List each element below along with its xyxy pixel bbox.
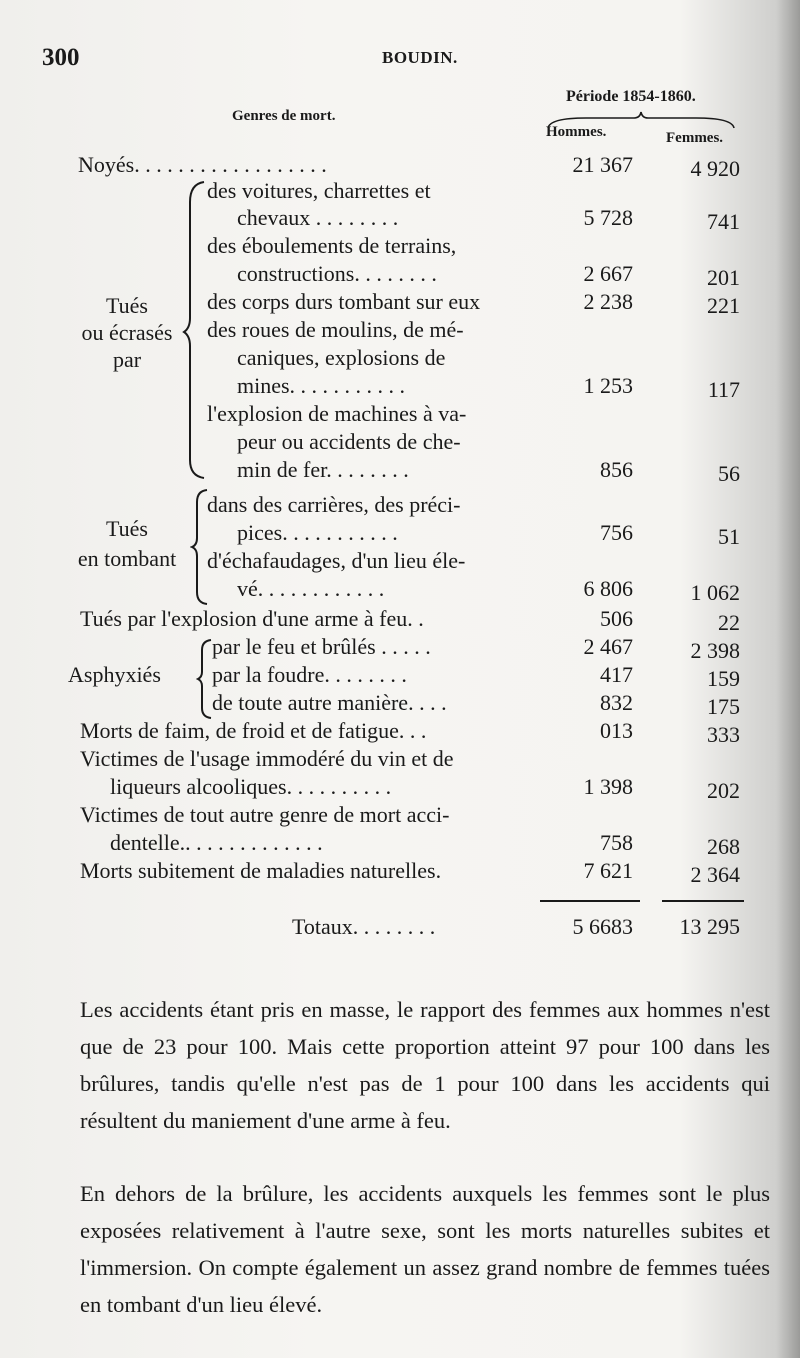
row-label-foudre: par la foudre. . . . . . . . bbox=[212, 662, 407, 687]
femmes-header: Femmes. bbox=[666, 130, 724, 146]
row-label-roues-1: des roues de moulins, de mé- bbox=[207, 317, 464, 342]
row-label-explosion-2: peur ou accidents de che- bbox=[237, 429, 461, 454]
row-label-autre-2: dentelle.. . . . . . . . . . . . . bbox=[110, 830, 323, 855]
row-label-eboulements-1: des éboulements de terrains, bbox=[207, 233, 457, 258]
category-line: Tués bbox=[106, 293, 148, 318]
category-line: ou écrasés bbox=[81, 320, 173, 345]
row-label-voitures-1: des voitures, charrettes et bbox=[207, 178, 431, 203]
value-hommes-noyes: 21 367 bbox=[572, 152, 633, 177]
value-hommes-foudre: 417 bbox=[600, 662, 633, 687]
category-asphyxies: Asphyxiés bbox=[68, 662, 161, 687]
running-head: BOUDIN. bbox=[382, 48, 458, 67]
value-femmes-voitures: 741 bbox=[707, 209, 740, 234]
row-label-autre-1: Victimes de tout autre genre de mort acci- bbox=[80, 802, 450, 827]
row-label-morts-subites: Morts subitement de maladies naturelles. bbox=[80, 858, 442, 883]
value-hommes-echafaudages: 6 806 bbox=[583, 576, 633, 601]
value-femmes-faim-froid: 333 bbox=[707, 722, 740, 747]
row-label-vin-2: liqueurs alcooliques. . . . . . . . . . bbox=[110, 774, 392, 799]
category-line: Tués bbox=[106, 516, 148, 541]
value-femmes-foudre: 159 bbox=[707, 666, 740, 691]
value-hommes-alcool: 1 398 bbox=[583, 774, 633, 799]
value-femmes-corps-durs: 221 bbox=[707, 293, 740, 318]
row-label-echafaudages-1: d'échafaudages, d'un lieu éle- bbox=[207, 548, 466, 573]
value-femmes-echafaudages: 1 062 bbox=[690, 580, 740, 605]
value-hommes-explosion: 856 bbox=[600, 457, 633, 482]
value-femmes-totaux: 13 295 bbox=[679, 914, 740, 939]
value-femmes-noyes: 4 920 bbox=[690, 156, 740, 181]
row-label-vin-1: Victimes de l'usage immodéré du vin et de bbox=[80, 746, 454, 771]
value-hommes-eboulements: 2 667 bbox=[583, 261, 633, 286]
page-header bbox=[40, 44, 740, 74]
row-label-feu-brules: par le feu et brûlés . . . . . bbox=[212, 634, 431, 659]
value-femmes-roues: 117 bbox=[707, 377, 740, 402]
value-hommes-feu-brules: 2 467 bbox=[583, 634, 633, 659]
hommes-header: Hommes. bbox=[546, 124, 607, 140]
row-label-explosion-1: l'explosion de machines à va- bbox=[207, 401, 467, 426]
row-label-voitures-2: chevaux . . . . . . . . bbox=[237, 205, 399, 230]
value-femmes-toute-maniere: 175 bbox=[707, 694, 740, 719]
value-hommes-roues: 1 253 bbox=[583, 373, 633, 398]
row-label-carrieres-1: dans des carrières, des préci- bbox=[207, 492, 461, 517]
row-label-echafaudages-2: vé. . . . . . . . . . . . bbox=[237, 576, 385, 601]
value-femmes-eboulements: 201 bbox=[707, 265, 740, 290]
value-hommes-faim-froid: 013 bbox=[600, 718, 633, 743]
row-label-totaux: Totaux. . . . . . . . bbox=[292, 914, 436, 939]
period-header: Période 1854-1860. bbox=[566, 88, 696, 105]
row-label-roues-3: mines. . . . . . . . . . . bbox=[237, 373, 406, 398]
category-line: par bbox=[112, 347, 142, 372]
category-tues-ecrases bbox=[62, 292, 192, 373]
category-line: en tombant bbox=[77, 546, 177, 571]
total-rule-hommes bbox=[540, 900, 640, 902]
value-femmes-explosion: 56 bbox=[718, 461, 740, 486]
value-hommes-carrieres: 756 bbox=[600, 520, 633, 545]
value-femmes-alcool: 202 bbox=[707, 778, 740, 803]
value-femmes-autre: 268 bbox=[707, 834, 740, 859]
brace-tues-ecrases bbox=[182, 180, 208, 480]
value-hommes-arme-feu: 506 bbox=[600, 606, 633, 631]
value-femmes-carrieres: 51 bbox=[718, 524, 740, 549]
row-label-arme-feu: Tués par l'explosion d'une arme à feu. . bbox=[80, 606, 424, 631]
value-hommes-corps-durs: 2 238 bbox=[583, 289, 633, 314]
value-femmes-arme-feu: 22 bbox=[718, 610, 740, 635]
row-label-roues-2: caniques, explosions de bbox=[237, 345, 446, 370]
value-hommes-morts-subites: 7 621 bbox=[583, 858, 633, 883]
genres-header: Genres de mort. bbox=[232, 108, 336, 124]
row-label-explosion-3: min de fer. . . . . . . . bbox=[237, 457, 409, 482]
value-femmes-morts-subites: 2 364 bbox=[690, 862, 740, 887]
row-label-noyes: Noyés. . . . . . . . . . . . . . . . . . bbox=[78, 152, 327, 177]
page-number: 300 bbox=[42, 44, 80, 71]
total-rule-femmes bbox=[662, 900, 744, 902]
row-label-carrieres-2: pices. . . . . . . . . . . bbox=[237, 520, 398, 545]
row-label-faim-froid: Morts de faim, de froid et de fatigue. . . bbox=[80, 718, 427, 743]
value-hommes-autre: 758 bbox=[600, 830, 633, 855]
value-hommes-toute-maniere: 832 bbox=[600, 690, 633, 715]
row-label-eboulements-2: constructions. . . . . . . . bbox=[237, 261, 437, 286]
row-label-corps-durs: des corps durs tombant sur eux bbox=[207, 289, 481, 314]
category-tues-tombant bbox=[58, 514, 196, 574]
paragraph-2: En dehors de la brûlure, les accidents auxquels les femmes sont le plus exposées relativement à l'autre sexe, sont les morts naturelles subites et l'immersion. On compte également un assez grand nombre de femmes tuées en tombant d'un lieu élevé. bbox=[80, 1180, 770, 1317]
value-femmes-feu-brules: 2 398 bbox=[690, 638, 740, 663]
paragraph-1: Les accidents étant pris en masse, le rapport des femmes aux hommes n'est que de 23 pour 100. Mais cette proportion atteint 97 pour 100 dans les brûlures, tandis qu'elle n'est pas de 1 pour 100 dans les accidents qui résultent du maniement d'une arme à feu. bbox=[80, 996, 770, 1133]
row-label-toute-maniere: de toute autre manière. . . . bbox=[212, 690, 447, 715]
value-hommes-totaux: 5 6683 bbox=[572, 914, 633, 939]
value-hommes-voitures: 5 728 bbox=[583, 205, 633, 230]
